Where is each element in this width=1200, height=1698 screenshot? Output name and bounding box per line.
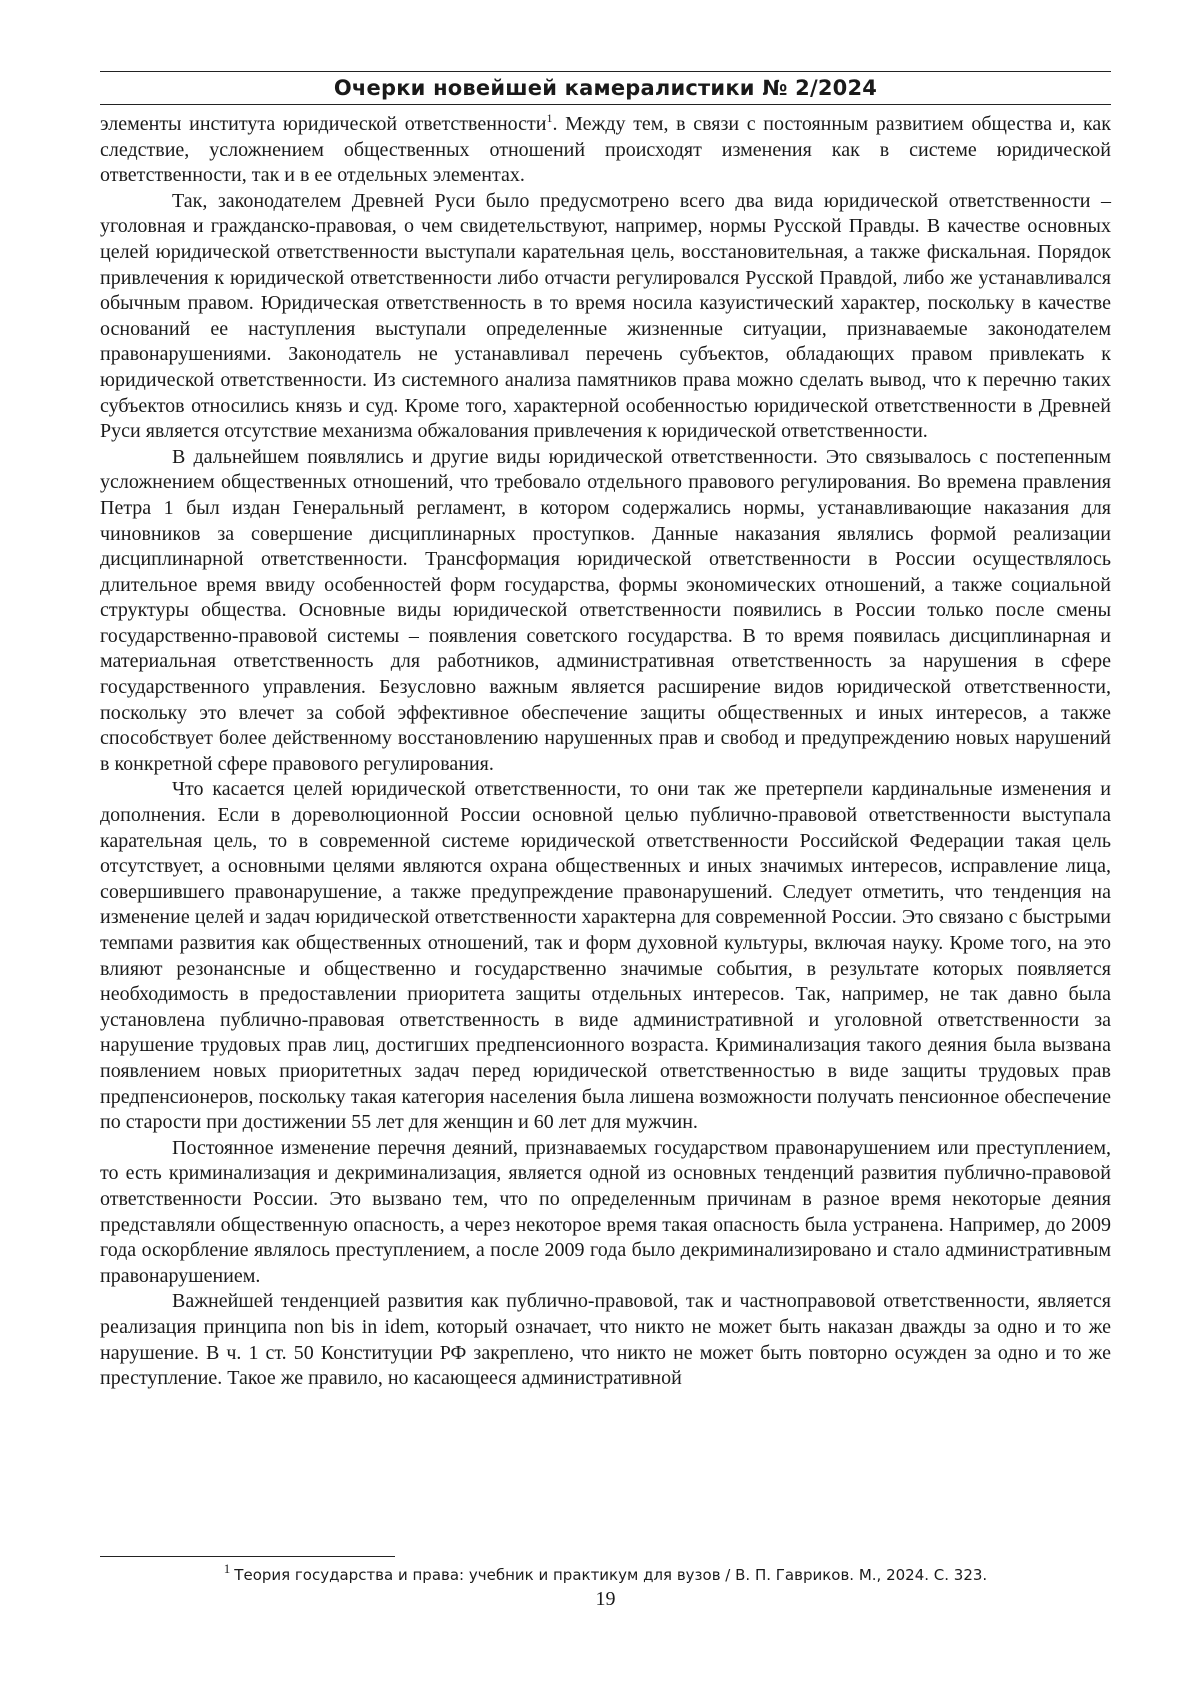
paragraph: Постоянное изменение перечня деяний, признаваемых государством правонарушением или преступлением, то есть криминализация и декриминализация, является одной из основных тенденций развития публично-правовой ответственности России. Это вызвано тем, что по определенным причинам в разное время некоторые деяния представляли общественную опасность, а через некоторое время такая опасность была устранена. Например, до 2009 года оскорбление являлось преступлением, а после 2009 года было декриминализировано и стало административным правонарушением.	[100, 1136, 1111, 1287]
paragraph: Так, законодателем Древней Руси было предусмотрено всего два вида юридической ответственности – уголовная и гражданско-правовая, о чем свидетельствуют, например, нормы Русской Правды. В качестве основных целей юридической ответственности выступали карательная цель, восстановительная, а также фискальная. Порядок привлечения к юридической ответственности либо отчасти регулировался Русской Правдой, либо же устанавливался обычным правом. Юридическая ответственность в то время носила казуистический характер, поскольку в качестве оснований ее наступления выступали определенные жизненные ситуации, признаваемые законодателем правонарушениями. Законодатель не устанавливал перечень субъектов, обладающих правом привлекать к юридической ответственности. Из системного анализа памятников права можно сделать вывод, что к перечню таких субъектов относились князь и суд. Кроме того, характерной особенностью юридической ответственности в Древней Руси является отсутствие механизма обжалования привлечения к юридической ответственности.	[100, 189, 1111, 443]
footnote	[100, 1561, 1111, 1586]
running-header-title: Очерки новейшей камералистики № 2/2024	[333, 76, 878, 100]
paragraph: Важнейшей тенденцией развития как публично-правовой, так и частноправовой ответственности, является реализация принципа non bis in idem, который означает, что никто не может быть наказан дважды за одно и то же нарушение. В ч. 1 ст. 50 Конституции РФ закреплено, что никто не может быть повторно осужден за одно и то же преступление. Такое же правило, но касающееся административной	[100, 1290, 1111, 1390]
article-body	[100, 112, 1111, 1392]
footnote-separator	[100, 1556, 395, 1557]
paragraph-text: . Между тем, в связи с постоянным развитием общества и, как следствие, усложнением общественных отношений происходят изменения как в системе юридической ответственности, так и в ее отдельных элементах.	[100, 113, 1111, 187]
paragraph: В дальнейшем появлялись и другие виды юридической ответственности. Это связывалось с постепенным усложнением общественных отношений, что требовало отдельного правового регулирования. Во времена правления Петра 1 был издан Генеральный регламент, в котором содержались нормы, устанавливающие наказания для чиновников за совершение дисциплинарных проступков. Данные наказания являлись формой реализации дисциплинарной ответственности. Трансформация юридической ответственности в России осуществлялось длительное время ввиду особенностей форм государства, формы экономических отношений, а также социальной структуры общества. Основные виды юридической ответственности появились в России только после смены государственно-правовой системы – появления советского государства. В то время появилась дисциплинарная и материальная ответственность для работников, административная ответственность за нарушения в сфере государственного управления. Безусловно важным является расширение видов юридической ответственности, поскольку это влечет за собой эффективное обеспечение защиты общественных и иных интересов, а также способствует более действенному восстановлению нарушенных прав и свобод и предупреждению новых нарушений в конкретной сфере правового регулирования.	[100, 445, 1111, 775]
footnote-number: 1	[223, 1561, 231, 1576]
page-number: 19	[595, 1588, 616, 1610]
paragraph: Что касается целей юридической ответственности, то они так же претерпели кардинальные изменения и дополнения. Если в дореволюционной России основной целью публично-правовой ответственности выступала карательная цель, то в современной системе юридической ответственности Российской Федерации такая цель отсутствует, а основными целями являются охрана общественных и иных значимых интересов, исправление лица, совершившего правонарушение, а также предупреждение правонарушений. Следует отметить, что тенденция на изменение целей и задач юридической ответственности характерна для современной России. Это связано с быстрыми темпами развития как общественных отношений, так и форм духовной культуры, включая науку. Кроме того, на это влияют резонансные и общественно и государственно значимые события, в результате которых появляется необходимость в предоставлении приоритета защиты отдельных интересов. Так, например, не так давно была установлена публично-правовая ответственность в виде административной и уголовной ответственности за нарушение трудовых прав лиц, достигших предпенсионного возраста. Криминализация такого деяния была вызвана появлением новых приоритетных задач перед юридической ответственностью в виде защиты трудовых прав предпенсионеров, поскольку такая категория населения была лишена возможности получать пенсионное обеспечение по старости при достижении 55 лет для женщин и 60 лет для мужчин.	[100, 778, 1111, 1134]
paragraph-continuation	[100, 112, 1111, 189]
paragraph-text: элементы института юридической ответственности	[100, 113, 547, 135]
header-bottom-rule	[100, 104, 1111, 105]
header-top-rule	[100, 71, 1111, 72]
footnote-text: Теория государства и права: учебник и практикум для вузов / В. П. Гавриков. М., 2024. С. 323.	[234, 1566, 988, 1584]
footnote-reference[interactable]: 1	[546, 111, 553, 125]
